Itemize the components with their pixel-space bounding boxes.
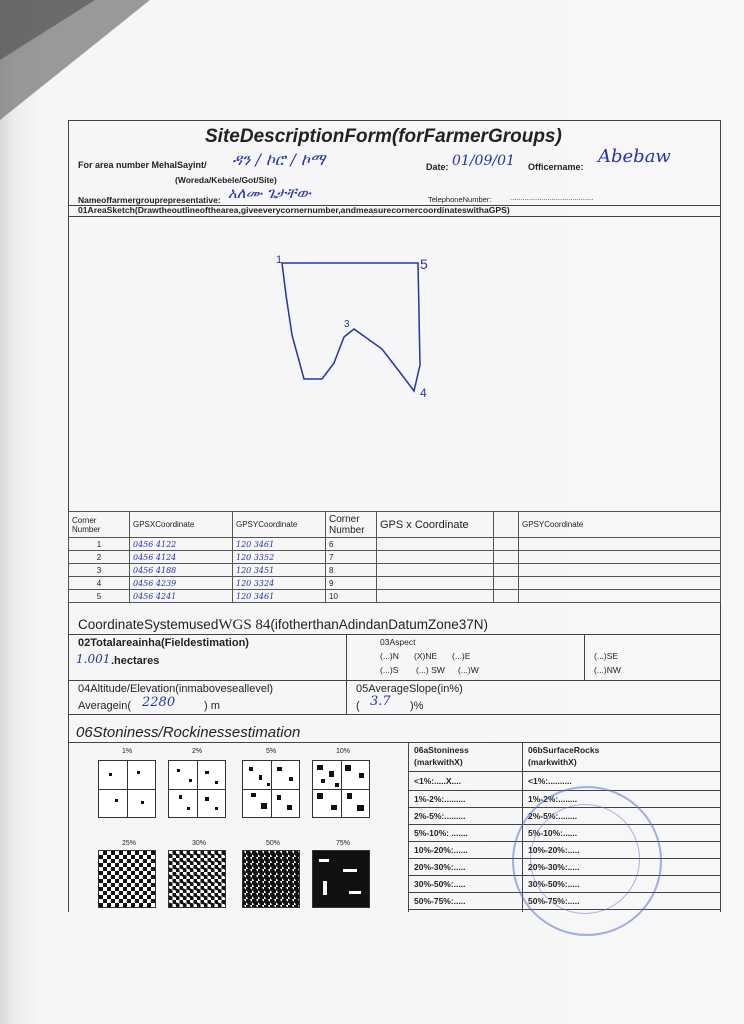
row-gps-x: 0456 4241 [130, 590, 233, 603]
empty-cell [377, 551, 494, 564]
empty-cell [519, 590, 721, 603]
divider-altitude-top [68, 680, 720, 681]
table-row [69, 551, 721, 564]
stoniness-b-row[interactable]: 30%-50%:..... [528, 879, 580, 889]
divider-aspect-right [584, 634, 585, 680]
empty-cell [377, 590, 494, 603]
header-corner-number: Corner Number [69, 512, 130, 538]
divider-aspect [346, 634, 347, 714]
frame-top [68, 120, 720, 121]
officer-label: Officername: [528, 162, 584, 172]
empty-cell [494, 590, 519, 603]
stone-pattern-10pct [312, 760, 370, 818]
form-title: SiteDescriptionForm(forFarmerGroups) [205, 126, 562, 147]
aspect-ne[interactable]: (X)NE [414, 651, 438, 661]
scan-shadow-corner-dark [0, 0, 95, 60]
stoniness-b-row[interactable]: 2%-5%:........ [528, 811, 578, 821]
empty-cell [494, 551, 519, 564]
empty-cell [494, 538, 519, 551]
altitude-label: 04Altitude/Elevation(inmaboveseallevel) [78, 683, 274, 695]
stone-pattern-75pct [312, 850, 370, 908]
stoniness-b-row[interactable]: 50%-75%:..... [528, 896, 580, 906]
row-number-2: 9 [326, 577, 377, 590]
stone-pattern-1pct [98, 760, 156, 818]
stone-pattern-5pct [242, 760, 300, 818]
empty-cell [494, 564, 519, 577]
header-gps-x: GPSXCoordinate [130, 512, 233, 538]
pattern-label-2: 2% [192, 748, 203, 755]
row-gps-y: 120 3324 [233, 577, 326, 590]
stoniness-b-row[interactable]: 5%-10%:...... [528, 828, 578, 838]
altitude-avg-label: Averagein( [78, 700, 131, 712]
stoniness-heading: 06Stoniness/Rockinessestimation [76, 724, 301, 741]
aspect-s[interactable]: (...)S [380, 665, 399, 675]
row-number: 2 [69, 551, 130, 564]
row-gps-y: 120 3461 [233, 590, 326, 603]
stoniness-a-row[interactable]: 10%-20%:...... [414, 845, 468, 855]
group-rep-value: አለሙ ጌታቸው [228, 184, 311, 202]
pattern-label-10: 10% [336, 748, 351, 755]
empty-cell [377, 564, 494, 577]
table-row [69, 577, 721, 590]
slope-value: 3.7 [370, 694, 391, 709]
empty-cell [494, 577, 519, 590]
row-number-2: 6 [326, 538, 377, 551]
row-number: 5 [69, 590, 130, 603]
stoniness-a-row[interactable]: 30%-50%:..... [414, 879, 466, 889]
empty-cell [519, 564, 721, 577]
pattern-label-5: 5% [266, 748, 277, 755]
spacer-col [494, 512, 519, 538]
coord-system-label: CoordinateSystemused [78, 617, 219, 632]
stoniness-a-row[interactable]: 20%-30%:..... [414, 862, 466, 872]
divider-sketch-under [68, 216, 720, 217]
group-rep-label: Nameoffarmergrouprepresentative: [78, 195, 221, 205]
table-row [69, 590, 721, 603]
aspect-e[interactable]: (...)E [452, 651, 471, 661]
phone-value: ........................................ [510, 193, 594, 202]
aspect-label: 03Aspect [380, 637, 416, 647]
empty-cell [519, 577, 721, 590]
empty-cell [377, 538, 494, 551]
woreda-value: ዳን / ኮሮ / ኮማ [232, 150, 326, 169]
stoniness-b-row[interactable]: 10%-20%:..... [528, 845, 580, 855]
coord-system-note: (ifotherthanAdindanDatumZone37N) [270, 617, 489, 632]
stoniness-col-a-sub: (markwithX) [414, 757, 463, 767]
pattern-label-75: 75% [336, 840, 351, 847]
stoniness-b-row[interactable]: 1%-2%:........ [528, 794, 578, 804]
aspect-sw[interactable]: (...) SW [416, 665, 445, 675]
stoniness-a-row[interactable]: 2%-5%:......... [414, 811, 466, 821]
row-number: 4 [69, 577, 130, 590]
header-gps-x-2: GPS x Coordinate [377, 512, 494, 538]
stoniness-col-b-title: 06bSurfaceRocks [528, 745, 600, 755]
sketch-heading: 01AreaSketch(Drawtheoutlineofthearea,giveeverycornernumber,andmeasurecornercoordinateswithaGPS) [78, 205, 510, 215]
stoniness-col-b-sub: (markwithX) [528, 757, 577, 767]
stone-pattern-50pct [242, 850, 300, 908]
coordinate-table [68, 511, 721, 603]
stone-pattern-25pct [98, 850, 156, 908]
altitude-value: 2280 [142, 695, 176, 710]
stoniness-b-row[interactable]: 20%-30%:..... [528, 862, 580, 872]
corner-label-1: 1 [276, 254, 283, 266]
stone-pattern-2pct [168, 760, 226, 818]
slope-unit: )% [410, 700, 424, 712]
stoniness-a-row[interactable]: <1%:.....X.... [414, 776, 462, 786]
aspect-nw[interactable]: (...)NW [594, 665, 621, 675]
pattern-label-1: 1% [122, 748, 133, 755]
empty-cell [519, 551, 721, 564]
row-number-2: 7 [326, 551, 377, 564]
area-outline [282, 263, 420, 391]
row-gps-y: 120 3352 [233, 551, 326, 564]
aspect-se[interactable]: (...)SE [594, 651, 619, 661]
row-gps-y: 120 3461 [233, 538, 326, 551]
stoniness-b-row[interactable]: <1%:.......... [528, 776, 572, 786]
altitude-unit: ) m [204, 700, 220, 712]
row-number-2: 8 [326, 564, 377, 577]
date-value: 01/09/01 [452, 153, 515, 169]
area-number-label: For area number MehalSayint/ [78, 160, 207, 170]
area-sketch-drawing [270, 245, 440, 415]
pattern-label-30: 30% [192, 840, 207, 847]
stoniness-a-row[interactable]: 1%-2%:......... [414, 794, 466, 804]
stoniness-col-a-title: 06aStoniness [414, 745, 469, 755]
aspect-n[interactable]: (...)N [380, 651, 399, 661]
phone-label: TelephoneNumber: [428, 195, 492, 204]
row-gps-x: 0456 4239 [130, 577, 233, 590]
stoniness-a-row[interactable]: 5%-10%: ....... [414, 828, 468, 838]
pattern-label-25: 25% [122, 840, 137, 847]
woreda-hint: (Woreda/Kebele/Got/Site) [175, 175, 277, 185]
corner-label-3: 3 [344, 319, 350, 330]
row-number: 1 [69, 538, 130, 551]
total-area-unit: .hectares [111, 655, 160, 667]
divider-area-top [68, 634, 720, 635]
officer-value: Abebaw [598, 146, 671, 167]
total-area-label: 02Totalareainha(Fieldestimation) [78, 637, 249, 649]
row-number-2: 10 [326, 590, 377, 603]
header-corner-number-2: Corner Number [326, 512, 377, 538]
table-row [69, 564, 721, 577]
empty-cell [377, 577, 494, 590]
corner-label-4: 4 [420, 386, 427, 400]
coord-system-value: WGS 84 [218, 617, 271, 633]
row-gps-y: 120 3451 [233, 564, 326, 577]
header-gps-y: GPSYCoordinate [233, 512, 326, 538]
corner-label-5: 5 [420, 256, 428, 272]
divider-stoniness-top [68, 714, 720, 715]
empty-cell [519, 538, 721, 551]
aspect-w[interactable]: (...)W [458, 665, 479, 675]
slope-label: 05AverageSlope(in%) [356, 683, 463, 695]
divider-stoniness-col-a [408, 742, 409, 912]
total-area-value: 1.001 [76, 652, 111, 666]
official-stamp-inner [530, 804, 640, 914]
coord-system-line [78, 617, 488, 634]
row-gps-x: 0456 4122 [130, 538, 233, 551]
row-gps-x: 0456 4124 [130, 551, 233, 564]
date-label: Date: [426, 162, 449, 172]
row-number: 3 [69, 564, 130, 577]
pattern-label-50: 50% [266, 840, 281, 847]
table-row [69, 538, 721, 551]
row-gps-x: 0456 4188 [130, 564, 233, 577]
header-gps-y-2: GPSYCoordinate [519, 512, 721, 538]
divider-stoniness-under [68, 742, 720, 743]
stoniness-a-row[interactable]: 50%-75%:..... [414, 896, 466, 906]
stone-pattern-30pct [168, 850, 226, 908]
